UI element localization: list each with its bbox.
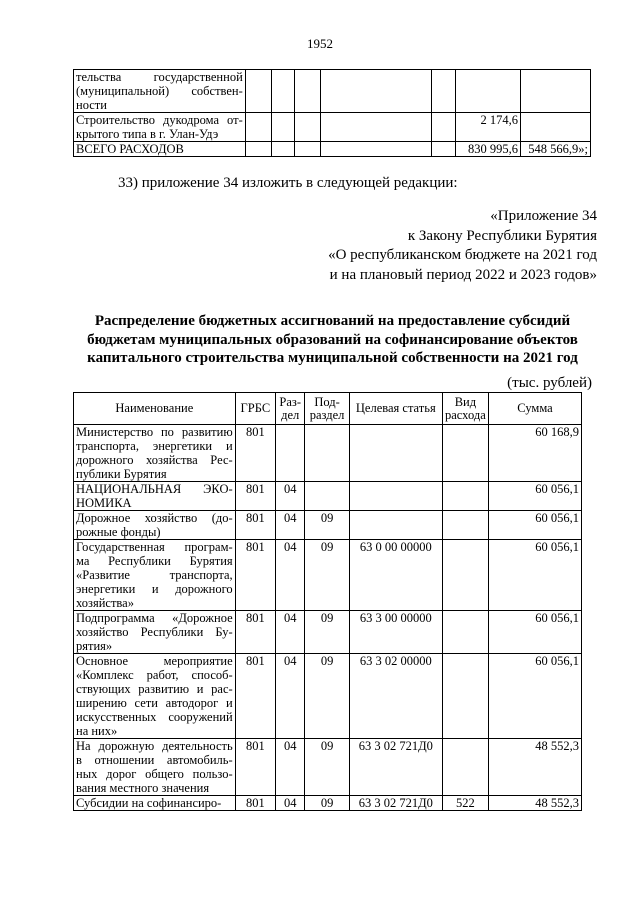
grbs-cell: 801: [235, 482, 275, 511]
grbs-cell: 801: [235, 796, 275, 811]
podrazdel-cell: [305, 482, 349, 511]
article-cell: 63 3 02 721Д0: [349, 739, 442, 796]
table-row: [74, 511, 582, 540]
table-row: [74, 482, 582, 511]
empty-cell: [294, 70, 320, 113]
article-cell: 63 3 00 00000: [349, 611, 442, 654]
header-sum: Сумма: [489, 393, 582, 425]
amount-2022: [521, 70, 591, 113]
sum-cell: 48 552,3: [489, 739, 582, 796]
header-article: Целевая статья: [349, 393, 442, 425]
empty-cell: [245, 142, 271, 157]
empty-cell: [320, 113, 432, 142]
article-cell: [349, 511, 442, 540]
appendix-line: и на плановый период 2022 и 2023 годов»: [329, 266, 597, 283]
appendix-line: «Приложение 34: [490, 208, 597, 224]
podrazdel-cell: 09: [305, 796, 349, 811]
article-cell: 63 3 02 00000: [349, 654, 442, 739]
row-name: Дорожное хозяйство (до- рожные фонды): [74, 511, 236, 540]
vid-cell: [442, 739, 488, 796]
article-cell: [349, 425, 442, 482]
article-cell: 63 0 00 00000: [349, 540, 442, 611]
title-line: капитального строительства муниципальной собственности на 2021 год: [87, 350, 578, 366]
item-33-text: 33) приложение 34 изложить в следующей редакции:: [118, 175, 458, 191]
appendix-line: к Закону Республики Бурятия: [407, 227, 597, 244]
empty-cell: [294, 142, 320, 157]
razdel-cell: 04: [276, 482, 305, 511]
row-name: ВСЕГО РАСХОДОВ: [74, 142, 246, 157]
table-row: [74, 796, 582, 811]
podrazdel-cell: 09: [305, 739, 349, 796]
sum-cell: 60 056,1: [489, 654, 582, 739]
table-row: [74, 142, 591, 157]
empty-cell: [245, 70, 271, 113]
page-number: 1952: [307, 36, 333, 51]
sum-cell: 60 056,1: [489, 482, 582, 511]
grbs-cell: 801: [235, 425, 275, 482]
row-name: На дорожную деятельность в отношении автомобиль- ных дорог общего пользо- вания местного значения: [74, 739, 236, 796]
row-name: Государственная програм- ма Республики Бурятия «Развитие транспорта, энергетики и дорожного хозяйства»: [74, 540, 236, 611]
grbs-cell: 801: [235, 540, 275, 611]
document-title: [60, 312, 605, 368]
vid-cell: [442, 425, 488, 482]
header-name: Наименование: [74, 393, 236, 425]
empty-cell: [432, 142, 456, 157]
empty-cell: [245, 113, 271, 142]
amount-2022: [521, 113, 591, 142]
razdel-cell: 04: [276, 511, 305, 540]
empty-cell: [432, 70, 456, 113]
header-vid: Вид расхода: [442, 393, 488, 425]
grbs-cell: 801: [235, 739, 275, 796]
table-row: [74, 70, 591, 113]
row-name: Строительство дукодрома от- крытого типа в г. Улан-Удэ: [74, 113, 246, 142]
razdel-cell: 04: [276, 540, 305, 611]
podrazdel-cell: 09: [305, 540, 349, 611]
row-name: Подпрограмма «Дорожное хозяйство Республики Бу- рятия»: [74, 611, 236, 654]
article-cell: 63 3 02 721Д0: [349, 796, 442, 811]
razdel-cell: 04: [276, 739, 305, 796]
sum-cell: 60 056,1: [489, 511, 582, 540]
sum-cell: 60 056,1: [489, 611, 582, 654]
continuation-table: [73, 69, 591, 157]
razdel-cell: 04: [276, 611, 305, 654]
empty-cell: [432, 113, 456, 142]
row-name: Субсидии на софинансиро-: [74, 796, 236, 811]
table-row: [74, 654, 582, 739]
table-row: [74, 113, 591, 142]
grbs-cell: 801: [235, 611, 275, 654]
header-podrazdel: Под- раздел: [305, 393, 349, 425]
podrazdel-cell: [305, 425, 349, 482]
vid-cell: [442, 611, 488, 654]
empty-cell: [271, 142, 294, 157]
empty-cell: [271, 113, 294, 142]
sum-cell: 60 056,1: [489, 540, 582, 611]
title-line: бюджетам муниципальных образований на софинансирование объектов: [87, 331, 578, 348]
sum-cell: 60 168,9: [489, 425, 582, 482]
empty-cell: [320, 142, 432, 157]
row-name: тельства государственной (муниципальной) собствен- ности: [74, 70, 246, 113]
table-header-row: [74, 393, 582, 425]
table-row: [74, 739, 582, 796]
vid-cell: [442, 654, 488, 739]
table-row: [74, 611, 582, 654]
empty-cell: [294, 113, 320, 142]
header-grbs: ГРБС: [235, 393, 275, 425]
units-label: (тыс. рублей): [507, 375, 592, 391]
table-row: [74, 540, 582, 611]
vid-cell: [442, 482, 488, 511]
podrazdel-cell: 09: [305, 511, 349, 540]
amount-2021: [456, 70, 521, 113]
table-row: [74, 425, 582, 482]
grbs-cell: 801: [235, 654, 275, 739]
amount-2021: 2 174,6: [456, 113, 521, 142]
appendix-header: [328, 207, 597, 285]
vid-cell: 522: [442, 796, 488, 811]
amount-2022: 548 566,9»;: [521, 142, 591, 157]
subsidy-table: [73, 392, 582, 811]
vid-cell: [442, 511, 488, 540]
article-cell: [349, 482, 442, 511]
empty-cell: [271, 70, 294, 113]
row-name: НАЦИОНАЛЬНАЯ ЭКО- НОМИКА: [74, 482, 236, 511]
podrazdel-cell: 09: [305, 654, 349, 739]
grbs-cell: 801: [235, 511, 275, 540]
row-name: Министерство по развитию транспорта, энергетики и дорожного хозяйства Рес- публики Бурятия: [74, 425, 236, 482]
amount-2021: 830 995,6: [456, 142, 521, 157]
vid-cell: [442, 540, 488, 611]
razdel-cell: 04: [276, 654, 305, 739]
razdel-cell: 04: [276, 796, 305, 811]
title-line: Распределение бюджетных ассигнований на предоставление субсидий: [94, 313, 571, 329]
header-razdel: Раз- дел: [276, 393, 305, 425]
sum-cell: 48 552,3: [489, 796, 582, 811]
empty-cell: [320, 70, 432, 113]
razdel-cell: [276, 425, 305, 482]
row-name: Основное мероприятие «Комплекс работ, способ- ствующих развитию и рас- ширению сети автодорог и искусственных сооружений на них»: [74, 654, 236, 739]
appendix-line: «О республиканском бюджете на 2021 год: [328, 247, 597, 263]
podrazdel-cell: 09: [305, 611, 349, 654]
